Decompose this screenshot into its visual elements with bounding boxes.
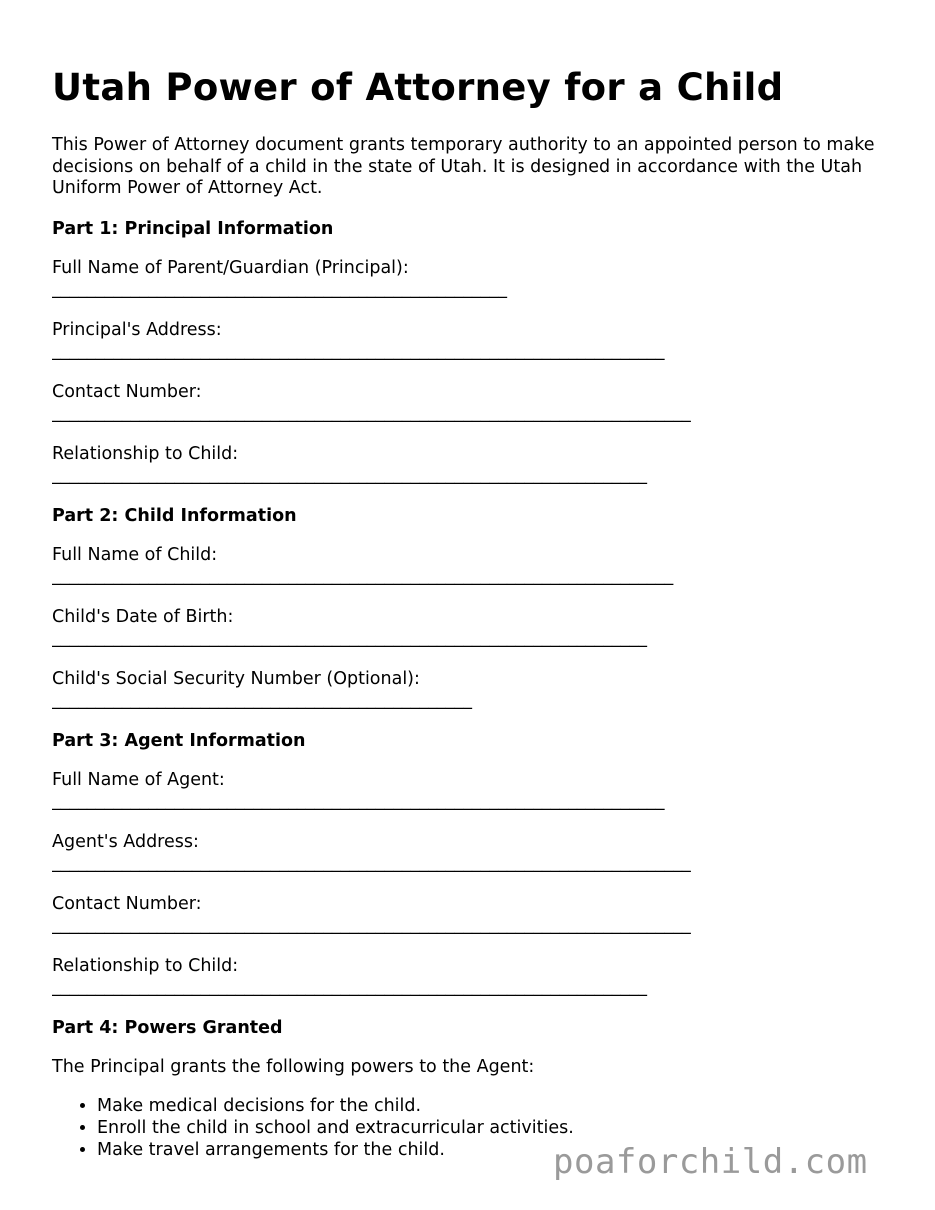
child-dob-line[interactable]: ____________________________________________________________________ bbox=[52, 627, 647, 648]
part2-section bbox=[52, 505, 892, 711]
part2-heading: Part 2: Child Information bbox=[52, 505, 297, 526]
agent-address-label: Agent's Address: bbox=[52, 831, 199, 852]
power-item: • Enroll the child in school and extracurricular activities. bbox=[97, 1117, 892, 1139]
principal-name-label: Full Name of Parent/Guardian (Principal): bbox=[52, 257, 409, 278]
agent-address-line[interactable]: _________________________________________________________________________ bbox=[52, 852, 691, 873]
principal-contact-line[interactable]: _________________________________________________________________________ bbox=[52, 402, 691, 423]
principal-relationship-line[interactable]: ____________________________________________________________________ bbox=[52, 464, 647, 485]
document-intro: This Power of Attorney document grants temporary authority to an appointed person to make decisions on behalf of a child in the state of Utah. It is designed in accordance with the Utah Uniform Power of Attorney Act. bbox=[52, 135, 875, 198]
agent-contact-field bbox=[52, 893, 892, 936]
agent-relationship-field bbox=[52, 955, 892, 998]
part3-section bbox=[52, 730, 892, 998]
part1-heading: Part 1: Principal Information bbox=[52, 218, 334, 239]
power-item: • Make travel arrangements for the child. bbox=[97, 1139, 892, 1161]
document-page bbox=[52, 64, 892, 1161]
child-dob-label: Child's Date of Birth: bbox=[52, 606, 234, 627]
child-ssn-field bbox=[52, 668, 892, 711]
part4-heading: Part 4: Powers Granted bbox=[52, 1017, 283, 1038]
part3-heading: Part 3: Agent Information bbox=[52, 730, 306, 751]
agent-contact-label: Contact Number: bbox=[52, 893, 202, 914]
principal-address-label: Principal's Address: bbox=[52, 319, 222, 340]
powers-intro: The Principal grants the following powers to the Agent: bbox=[52, 1056, 535, 1077]
agent-relationship-line[interactable]: ____________________________________________________________________ bbox=[52, 976, 647, 997]
part4-section bbox=[52, 1017, 892, 1161]
power-item: • Make medical decisions for the child. bbox=[97, 1095, 892, 1117]
agent-name-field bbox=[52, 769, 892, 812]
child-ssn-label: Child's Social Security Number (Optional): bbox=[52, 668, 420, 689]
child-dob-field bbox=[52, 606, 892, 649]
child-name-label: Full Name of Child: bbox=[52, 544, 218, 565]
principal-relationship-field bbox=[52, 443, 892, 486]
principal-contact-label: Contact Number: bbox=[52, 381, 202, 402]
child-ssn-line[interactable]: ________________________________________________ bbox=[52, 689, 472, 710]
principal-contact-field bbox=[52, 381, 892, 424]
agent-name-line[interactable]: ______________________________________________________________________ bbox=[52, 790, 665, 811]
principal-relationship-label: Relationship to Child: bbox=[52, 443, 239, 464]
agent-contact-line[interactable]: _________________________________________________________________________ bbox=[52, 914, 691, 935]
part1-section bbox=[52, 218, 892, 486]
child-name-field bbox=[52, 544, 892, 587]
principal-address-field bbox=[52, 319, 892, 362]
child-name-line[interactable]: _______________________________________________________________________ bbox=[52, 565, 674, 586]
principal-name-line[interactable]: ____________________________________________________ bbox=[52, 278, 507, 299]
agent-address-field bbox=[52, 831, 892, 874]
principal-address-line[interactable]: ______________________________________________________________________ bbox=[52, 340, 665, 361]
document-title: Utah Power of Attorney for a Child bbox=[52, 66, 784, 109]
site-watermark: poaforchild.com bbox=[553, 1142, 868, 1182]
principal-name-field bbox=[52, 257, 892, 300]
agent-relationship-label: Relationship to Child: bbox=[52, 955, 239, 976]
agent-name-label: Full Name of Agent: bbox=[52, 769, 225, 790]
